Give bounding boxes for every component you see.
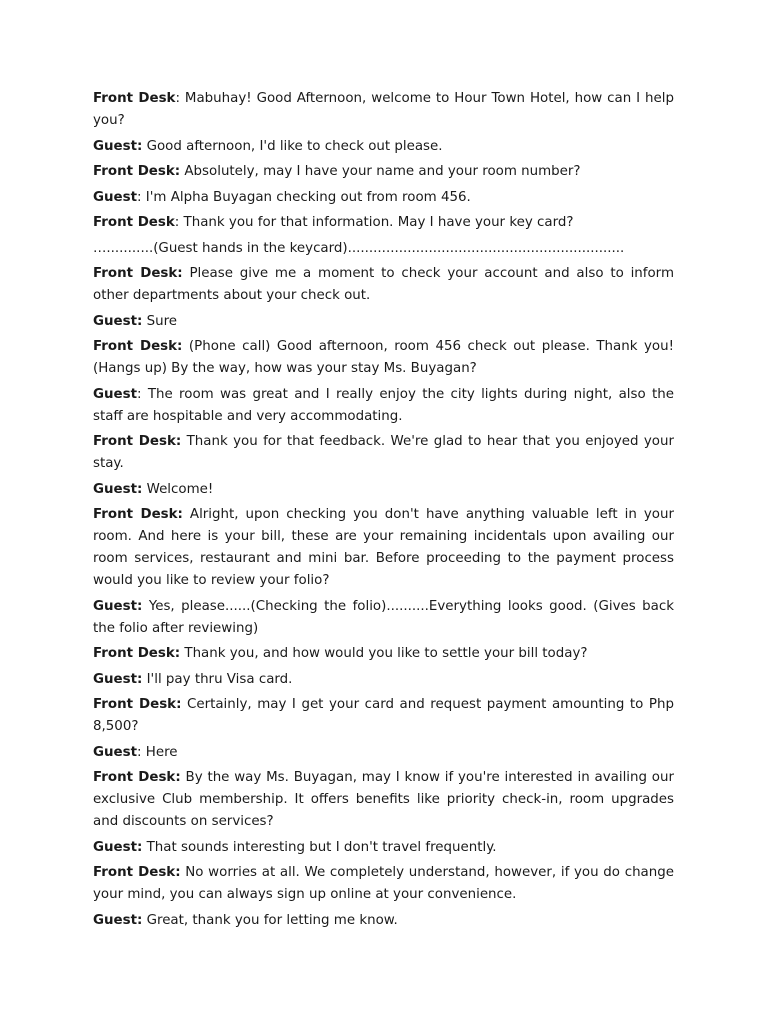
- dialogue-line: [93, 384, 674, 428]
- speaker-label: Guest:: [93, 912, 143, 928]
- speaker-separator: [183, 507, 190, 522]
- line-text: Sure: [146, 313, 178, 329]
- line-text: The room was great and I really enjoy the city lights during night, also the staff are hospitable and very accommodating.: [93, 386, 674, 424]
- speaker-separator: :: [175, 91, 185, 106]
- line-text: I'm Alpha Buyagan checking out from room 456.: [145, 189, 471, 205]
- dialogue-document: [93, 88, 674, 935]
- line-text: Certainly, may I get your card and request payment amounting to Php 8,500?: [93, 697, 674, 734]
- line-text: That sounds interesting but I don't travel frequently.: [146, 839, 497, 855]
- speaker-label: Front Desk: [93, 91, 176, 106]
- stage-direction: [93, 238, 674, 260]
- line-text: Welcome!: [146, 481, 214, 497]
- line-text: Here: [145, 744, 178, 760]
- speaker-label: Front Desk:: [93, 339, 183, 354]
- line-text: Mabuhay! Good Afternoon, welcome to Hour Town Hotel, how can I help you?: [93, 91, 674, 128]
- speaker-label: Front Desk:: [93, 434, 182, 449]
- line-text: I'll pay thru Visa card.: [146, 671, 293, 687]
- speaker-label: Guest:: [93, 481, 143, 497]
- speaker-separator: :: [136, 744, 146, 760]
- line-text: Please give me a moment to check your account and also to inform other departments about your check out.: [93, 266, 674, 303]
- speaker-separator: :: [136, 386, 148, 402]
- dialogue-line: [93, 694, 674, 738]
- line-text: No worries at all. We completely understand, however, if you do change your mind, you can always sign up online at your convenience.: [93, 865, 674, 902]
- speaker-label: Guest:: [93, 138, 143, 154]
- speaker-label: Guest:: [93, 313, 143, 329]
- dialogue-line: [93, 311, 674, 333]
- dialogue-line: [93, 212, 674, 234]
- speaker-label: Guest:: [93, 598, 143, 614]
- dialogue-line: [93, 263, 674, 307]
- line-text: Great, thank you for letting me know.: [146, 912, 398, 928]
- dialogue-line: [93, 136, 674, 158]
- line-text: Yes, please......(Checking the folio)..........Everything looks good. (Gives back the folio after reviewing): [93, 598, 674, 636]
- dialogue-line: [93, 742, 674, 764]
- line-text: By the way Ms. Buyagan, may I know if you're interested in availing our exclusive Club membership. It offers benefits like priority check-in, room upgrades and discounts on services?: [93, 770, 674, 829]
- line-text: …...........(Guest hands in the keycard).................................................................: [93, 240, 625, 256]
- dialogue-line: [93, 910, 674, 932]
- dialogue-line: [93, 88, 674, 132]
- speaker-label: Front Desk:: [93, 507, 183, 522]
- dialogue-line: [93, 504, 674, 592]
- speaker-label: Front Desk:: [93, 646, 181, 661]
- dialogue-line: [93, 431, 674, 475]
- dialogue-line: [93, 643, 674, 665]
- line-text: Thank you, and how would you like to settle your bill today?: [184, 646, 588, 661]
- speaker-label: Front Desk:: [93, 865, 181, 880]
- speaker-label: Front Desk:: [93, 697, 182, 712]
- speaker-separator: :: [136, 189, 146, 205]
- speaker-label: Front Desk:: [93, 164, 181, 179]
- speaker-label: Front Desk: [93, 215, 175, 230]
- speaker-label: Guest: [93, 744, 137, 760]
- dialogue-line: [93, 862, 674, 906]
- speaker-label: Front Desk:: [93, 770, 181, 785]
- line-text: (Phone call) Good afternoon, room 456 check out please. Thank you! (Hangs up) By the way, how was your stay Ms. Buyagan?: [93, 339, 674, 376]
- speaker-separator: :: [174, 215, 184, 230]
- dialogue-line: [93, 336, 674, 380]
- speaker-label: Front Desk:: [93, 266, 183, 281]
- dialogue-line: [93, 837, 674, 859]
- dialogue-line: [93, 596, 674, 640]
- speaker-label: Guest:: [93, 839, 143, 855]
- line-text: Thank you for that information. May I have your key card?: [183, 215, 574, 230]
- line-text: Absolutely, may I have your name and your room number?: [184, 164, 581, 179]
- dialogue-line: [93, 479, 674, 501]
- line-text: Good afternoon, I'd like to check out please.: [146, 138, 443, 154]
- speaker-label: Guest: [93, 189, 137, 205]
- dialogue-line: [93, 767, 674, 833]
- dialogue-line: [93, 669, 674, 691]
- line-text: Alright, upon checking you don't have anything valuable left in your room. And here is your bill, these are your remaining incidentals upon availing our room services, restaurant and mini bar. Before proceeding to the payment process would you like to review your folio?: [93, 507, 674, 588]
- speaker-label: Guest:: [93, 671, 143, 687]
- dialogue-line: [93, 187, 674, 209]
- dialogue-line: [93, 161, 674, 183]
- speaker-label: Guest: [93, 386, 137, 402]
- line-text: Thank you for that feedback. We're glad to hear that you enjoyed your stay.: [93, 434, 674, 471]
